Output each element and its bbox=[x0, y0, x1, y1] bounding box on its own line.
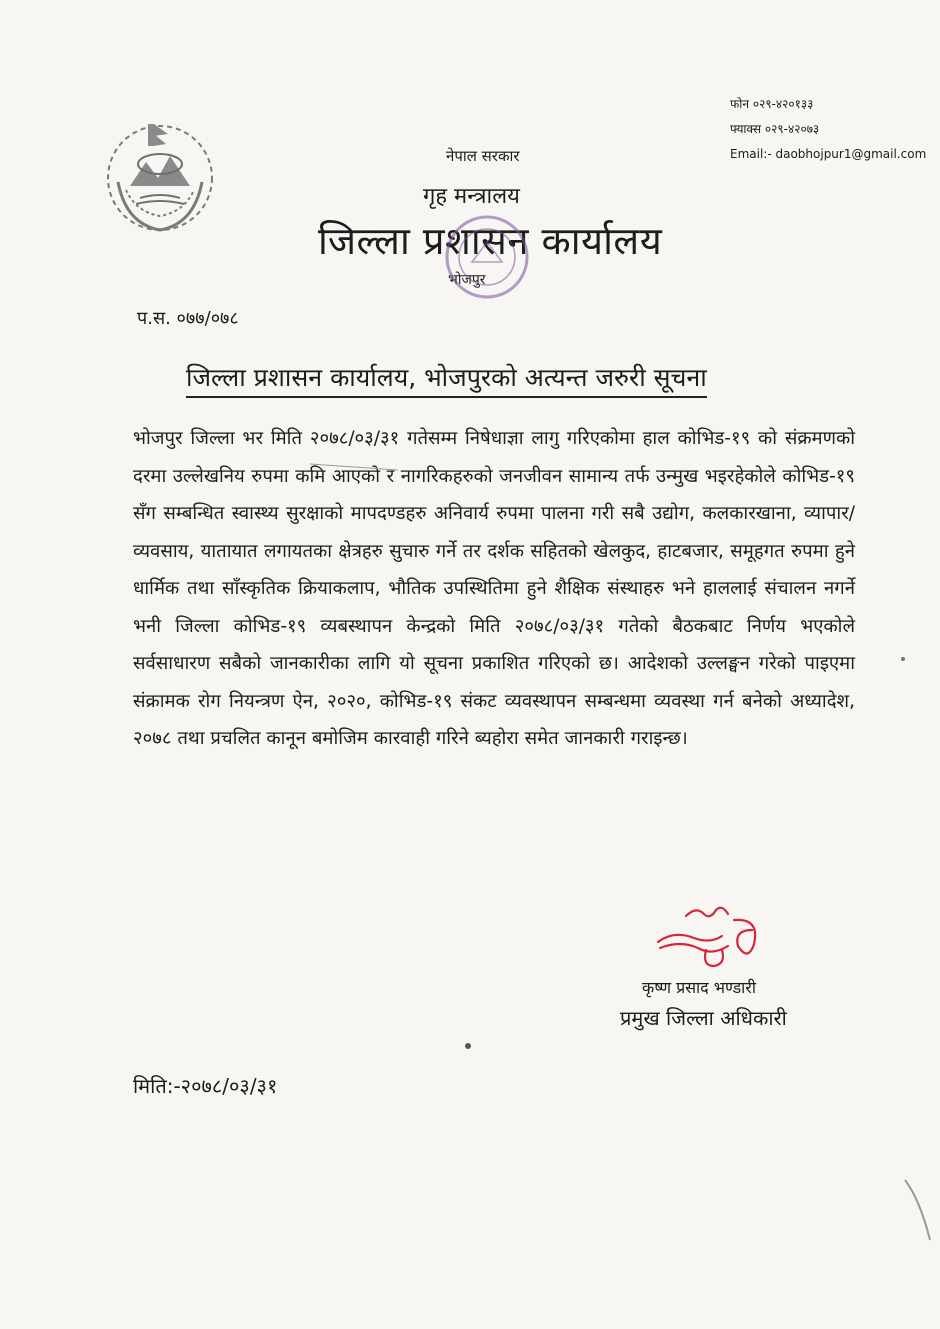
government-name: नेपाल सरकार bbox=[446, 147, 520, 165]
ministry-name: गृह मन्त्रालय bbox=[423, 184, 520, 209]
office-name: जिल्ला प्रशासन कार्यालय bbox=[318, 219, 663, 263]
phone-number: फोन ०२९-४२०१३३ bbox=[730, 97, 814, 111]
signatory-title: प्रमुख जिल्ला अधिकारी bbox=[620, 1006, 787, 1030]
notice-date: मिति:-२०७८/०३/३१ bbox=[133, 1074, 278, 1098]
fax-number: फ्याक्स ०२९-४२०७३ bbox=[730, 122, 820, 136]
email-address: Email:- daobhojpur1@gmail.com bbox=[730, 147, 927, 161]
reference-number: प.स. ०७७/०७८ bbox=[137, 308, 239, 329]
notice-body: भोजपुर जिल्ला भर मिति २०७८/०३/३१ गतेसम्म निषेधाज्ञा लागु गरिएकोमा हाल कोभिड-१९ को संक्रमणको दरमा उल्लेखनिय रुपमा कमि आएको र नागरिकहरुको जनजीवन सामान्य तर्फ उन्मुख भइरहेकोले कोभिड-१९ सँग सम्बन्धित स्वास्थ्य सुरक्षाको मापदण्डहरु अनिवार्य रुपमा पालना गरी सबै उद्योग, कलकारखाना, व्यापार/व्यवसाय, यातायात लगायतका क्षेत्रहरु सुचारु गर्ने तर दर्शक सहितको खेलकुद, हाटबजार, समूहगत रुपमा हुने धार्मिक तथा साँस्कृतिक क्रियाकलाप, भौतिक उपस्थितिमा हुने शैक्षिक संस्थाहरु भने हाललाई संचालन नगर्ने भनी जिल्ला कोभिड-१९ व्यबस्थापन केन्द्रको मिति २०७८/०३/३१ गतेको बैठकबाट निर्णय भएकोले सर्वसाधारण सबैको जानकारीका लागि यो सूचना प्रकाशित गरिएको छ। आदेशको उल्लङ्घन गरेको पाइएमा संक्रामक रोग नियन्त्रण ऐन, २०२०, कोभिड-१९ संकट व्यवस्थापन सम्बन्धमा व्यवस्था गर्न बनेको अध्यादेश, २०७८ तथा प्रचलित कानून बमोजिम कारवाही गरिने ब्यहोरा समेत जानकारी गराइन्छ। bbox=[133, 428, 855, 749]
signatory-name: कृष्ण प्रसाद भण्डारी bbox=[642, 978, 756, 997]
district-name: भोजपुर bbox=[448, 272, 486, 288]
notice-heading: जिल्ला प्रशासन कार्यालय, भोजपुरको अत्यन्त जरुरी सूचना bbox=[186, 360, 707, 398]
